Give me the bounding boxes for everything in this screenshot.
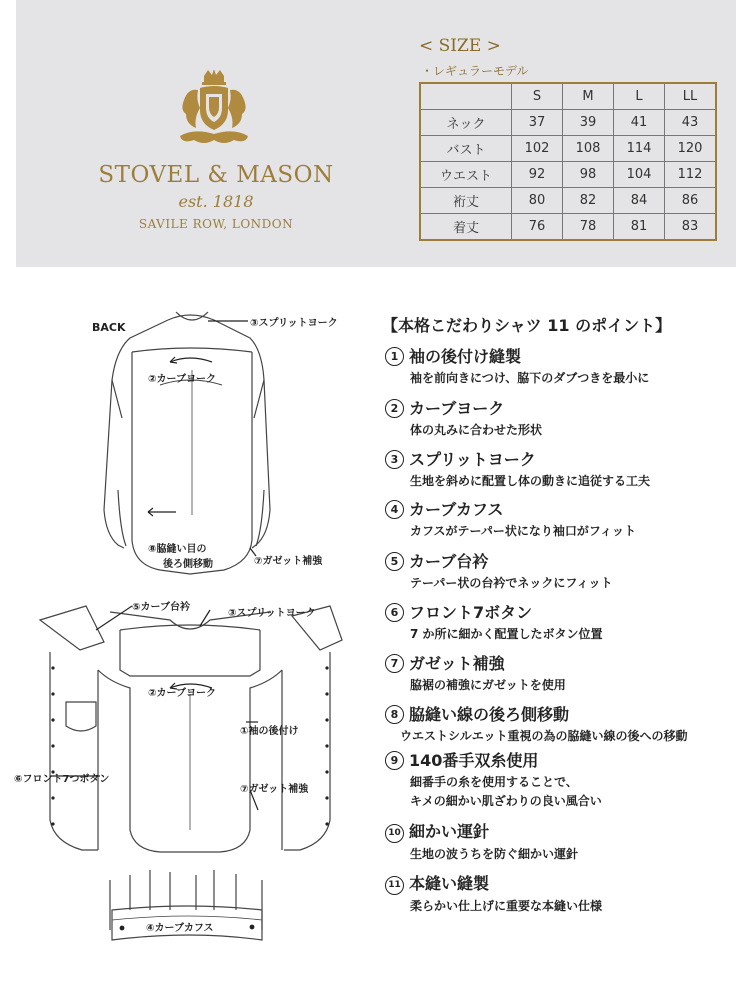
- size-table-row: [420, 110, 716, 136]
- diagram-back-curve-yoke: ②カーブヨーク: [148, 374, 216, 385]
- point-item: [385, 497, 636, 539]
- point-title: [385, 702, 687, 725]
- point-title: [385, 748, 602, 771]
- size-cell: 43: [665, 110, 717, 136]
- diagram-back-side-seam-2: 後ろ側移動: [163, 559, 213, 570]
- size-cell: 41: [614, 110, 665, 136]
- size-table: [419, 82, 717, 241]
- point-title-text: カーブ台衿: [409, 552, 489, 571]
- size-cell: 78: [563, 214, 614, 241]
- point-number-badge: 8: [385, 705, 404, 724]
- diagram-back-label: BACK: [92, 321, 126, 334]
- size-row-label: 裄丈: [420, 188, 512, 214]
- point-description: 生地を斜めに配置し体の動きに追従する工夫: [410, 474, 651, 488]
- diagram-front-gusset: ⑦ガゼット補強: [240, 784, 309, 795]
- size-row-label: ウエスト: [420, 162, 512, 188]
- size-column-header: S: [512, 83, 563, 110]
- point-title: [385, 600, 603, 623]
- point-description: 脇裾の補強にガゼットを使用: [410, 678, 566, 692]
- points-title: 【本格こだわりシャツ 11 のポイント】: [382, 316, 672, 335]
- point-description: カフスがテーパー状になり袖口がフィット: [410, 524, 636, 538]
- point-item: [385, 344, 649, 386]
- point-title: [385, 396, 542, 419]
- point-description: 袖を前向きにつけ、脇下のダブつきを最小に: [410, 371, 650, 385]
- point-item: [385, 748, 602, 809]
- size-table-corner-cell: [420, 83, 512, 110]
- size-cell: 39: [563, 110, 614, 136]
- size-cell: 112: [665, 162, 717, 188]
- point-item: [385, 600, 603, 642]
- size-column-header: LL: [665, 83, 717, 110]
- diagram-back-side-seam-1: ⑧脇縫い目の: [148, 544, 207, 555]
- brand-banner: [16, 0, 736, 267]
- point-number-badge: 2: [385, 399, 404, 418]
- point-title-text: 本縫い縫製: [409, 874, 490, 893]
- size-column-header: L: [614, 83, 665, 110]
- diagram-back-gusset: ⑦ガゼット補強: [254, 556, 323, 567]
- point-item: [385, 447, 650, 489]
- point-item: [385, 549, 612, 591]
- point-item: [385, 396, 542, 438]
- point-title: [385, 819, 578, 843]
- point-title-text: 脇縫い線の後ろ側移動: [409, 705, 570, 724]
- point-number-badge: 3: [385, 450, 404, 469]
- point-title-text: 袖の後付け縫製: [409, 347, 522, 366]
- point-title: [385, 871, 602, 895]
- size-cell: 120: [665, 136, 717, 162]
- brand-block: [98, 162, 334, 231]
- diagram-front-sleeve: ①袖の後付け: [240, 726, 299, 737]
- size-cell: 37: [512, 110, 563, 136]
- point-description: テーパー状の台衿でネックにフィット: [410, 576, 613, 590]
- diagram-front-split-yoke: ③スプリットヨーク: [228, 608, 316, 619]
- point-number-badge: 6: [385, 603, 404, 622]
- point-number-badge: 7: [385, 654, 404, 673]
- point-title-text: ガゼット補強: [409, 654, 505, 673]
- point-number-badge: 10: [385, 824, 404, 843]
- point-title-text: 細かい運針: [409, 822, 490, 841]
- back-arrows: [148, 321, 256, 556]
- shirt-diagrams: [0, 290, 380, 1000]
- size-table-row: [420, 214, 716, 241]
- point-number-badge: 11: [385, 876, 404, 895]
- diagram-cuff: ④カーブカフス: [146, 923, 214, 934]
- point-title-text: 140番手双糸使用: [409, 751, 539, 770]
- diagram-front-collar: ⑤カーブ台衿: [132, 602, 190, 613]
- shirt-drawing: [0, 290, 380, 1000]
- point-number-badge: 5: [385, 552, 404, 571]
- diagram-front-curve-yoke: ②カーブヨーク: [148, 688, 216, 699]
- diagram-front-buttons: ⑥フロント7つボタン: [14, 774, 110, 785]
- size-table-row: [420, 162, 716, 188]
- size-cell: 80: [512, 188, 563, 214]
- point-title: [385, 344, 649, 367]
- point-title: [385, 447, 650, 470]
- brand-established: est. 1818: [178, 192, 254, 211]
- brand-address: SAVILE ROW, LONDON: [138, 217, 294, 231]
- point-item: [385, 871, 602, 914]
- size-cell: 98: [563, 162, 614, 188]
- size-table-body: [420, 83, 716, 240]
- size-cell: 82: [563, 188, 614, 214]
- point-title-text: フロント7ボタン: [409, 603, 533, 622]
- point-description: 7 か所に細かく配置したボタン位置: [410, 627, 603, 641]
- point-title: [385, 497, 636, 520]
- size-cell: 114: [614, 136, 665, 162]
- size-row-label: 着丈: [420, 214, 512, 241]
- size-cell: 86: [665, 188, 717, 214]
- point-item: [385, 702, 687, 744]
- point-item: [385, 651, 566, 693]
- point-title: [385, 549, 612, 572]
- size-cell: 104: [614, 162, 665, 188]
- size-row-label: ネック: [420, 110, 512, 136]
- point-number-badge: 4: [385, 500, 404, 519]
- size-column-header: M: [563, 83, 614, 110]
- point-description: ウエストシルエット重視の為の脇縫い線の後への移動: [400, 729, 688, 743]
- size-cell: 81: [614, 214, 665, 241]
- size-row-label: バスト: [420, 136, 512, 162]
- back-shirt-outline: [104, 312, 270, 574]
- size-cell: 83: [665, 214, 717, 241]
- size-table-header-row: [420, 83, 716, 110]
- size-table-row: [420, 136, 716, 162]
- point-title: [385, 651, 566, 674]
- size-cell: 76: [512, 214, 563, 241]
- point-title-text: カーブヨーク: [409, 399, 505, 418]
- brand-name: STOVEL & MASON: [98, 162, 334, 188]
- size-cell: 102: [512, 136, 563, 162]
- point-description: 細番手の糸を使用することで、: [410, 775, 578, 789]
- size-cell: 92: [512, 162, 563, 188]
- point-number-badge: 1: [385, 347, 404, 366]
- point-description: キメの細かい肌ざわりの良い風合い: [410, 794, 602, 808]
- point-item: [385, 819, 578, 862]
- size-heading: < SIZE >: [419, 36, 501, 56]
- size-cell: 108: [563, 136, 614, 162]
- point-title-text: カーブカフス: [409, 500, 504, 519]
- size-cell: 84: [614, 188, 665, 214]
- point-description: 生地の波うちを防ぐ細かい運針: [410, 847, 579, 861]
- point-title-text: スプリットヨーク: [409, 450, 536, 469]
- size-table-row: [420, 188, 716, 214]
- diagram-back-split-yoke: ③スプリットヨーク: [250, 318, 338, 329]
- crest-icon: [174, 70, 254, 150]
- point-description: 体の丸みに合わせた形状: [410, 423, 543, 437]
- point-description: 柔らかい仕上げに重要な本縫い仕様: [410, 899, 603, 913]
- point-number-badge: 9: [385, 751, 404, 770]
- size-model-label: ・レギュラーモデル: [421, 64, 529, 78]
